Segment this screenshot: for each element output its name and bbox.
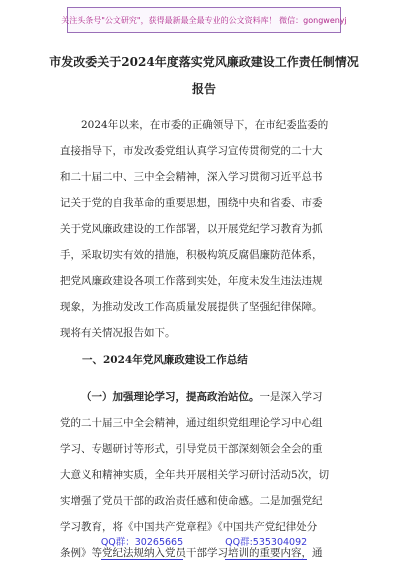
- subsection-first-line: [60, 384, 360, 410]
- promo-banner-box: [61, 7, 347, 33]
- subsection-line: 学习教育，将《中国共产党章程》《中国共产党纪律处分: [60, 521, 318, 533]
- section-heading: 一、2024年党风廉政建设工作总结: [82, 354, 248, 366]
- subsection-line: 党的二十届三中全会精神，通过组织党组理论学习中心组: [60, 417, 323, 429]
- subsection-first-text: 一是深入学习: [259, 391, 323, 403]
- intro-line: 把党风廉政建设各项工作落到实处，年度未发生违法违规: [60, 275, 323, 287]
- subsection-line: 大意义和精神实质，全年共开展相关学习研讨活动5次，切: [60, 469, 330, 481]
- subsection-label: （一）加强理论学习，提高政治站位。: [81, 391, 260, 403]
- intro-line: 2024年以来，在市委的正确领导下，在市纪委监委的: [60, 119, 329, 131]
- promo-banner-text: 关注头条号"公文研究"，获得最新最全最专业的公文资料库！ 微信：gongwenyj: [61, 15, 347, 25]
- intro-line: 直接指导下，市发改委党组认真学习宣传贯彻党的二十大: [60, 145, 323, 157]
- document-title-line2: 报告: [191, 82, 216, 96]
- intro-line: 手，采取切实有效的措施，积极构筑反腐倡廉防范体系，: [60, 249, 323, 261]
- footer-contacts: [0, 536, 408, 560]
- intro-line: 和二十届二中、三中全会精神，深入学习贯彻习近平总书: [60, 171, 323, 183]
- subsection-line: 条例》等党纪法规纳入党员干部学习培训的重要内容，通: [60, 547, 323, 559]
- footer-qq-group-1[interactable]: QQ群：30265665: [101, 536, 183, 560]
- intro-line: 关于党风廉政建设的工作部署，以开展党纪学习教育为抓: [60, 223, 323, 235]
- subsection-line: 学习、专题研讨等形式，引导党员干部深刻领会全会的重: [60, 443, 323, 455]
- intro-line: 记关于党的自我革命的重要思想，围绕中央和省委、市委: [60, 197, 323, 209]
- intro-paragraph: [60, 112, 360, 346]
- intro-line: 现将有关情况报告如下。: [60, 327, 176, 339]
- promo-banner: [0, 0, 408, 44]
- subsection-line: 实增强了党员干部的政治责任感和使命感。二是加强党纪: [60, 495, 323, 507]
- document-title-line1: 市发改委关于2024年度落实党风廉政建设工作责任制情况: [49, 55, 359, 69]
- intro-line: 现象，为推动发改工作高质量发展提供了坚强纪律保障。: [60, 301, 323, 313]
- footer-qq-group-2[interactable]: QQ群:535304092: [225, 536, 307, 560]
